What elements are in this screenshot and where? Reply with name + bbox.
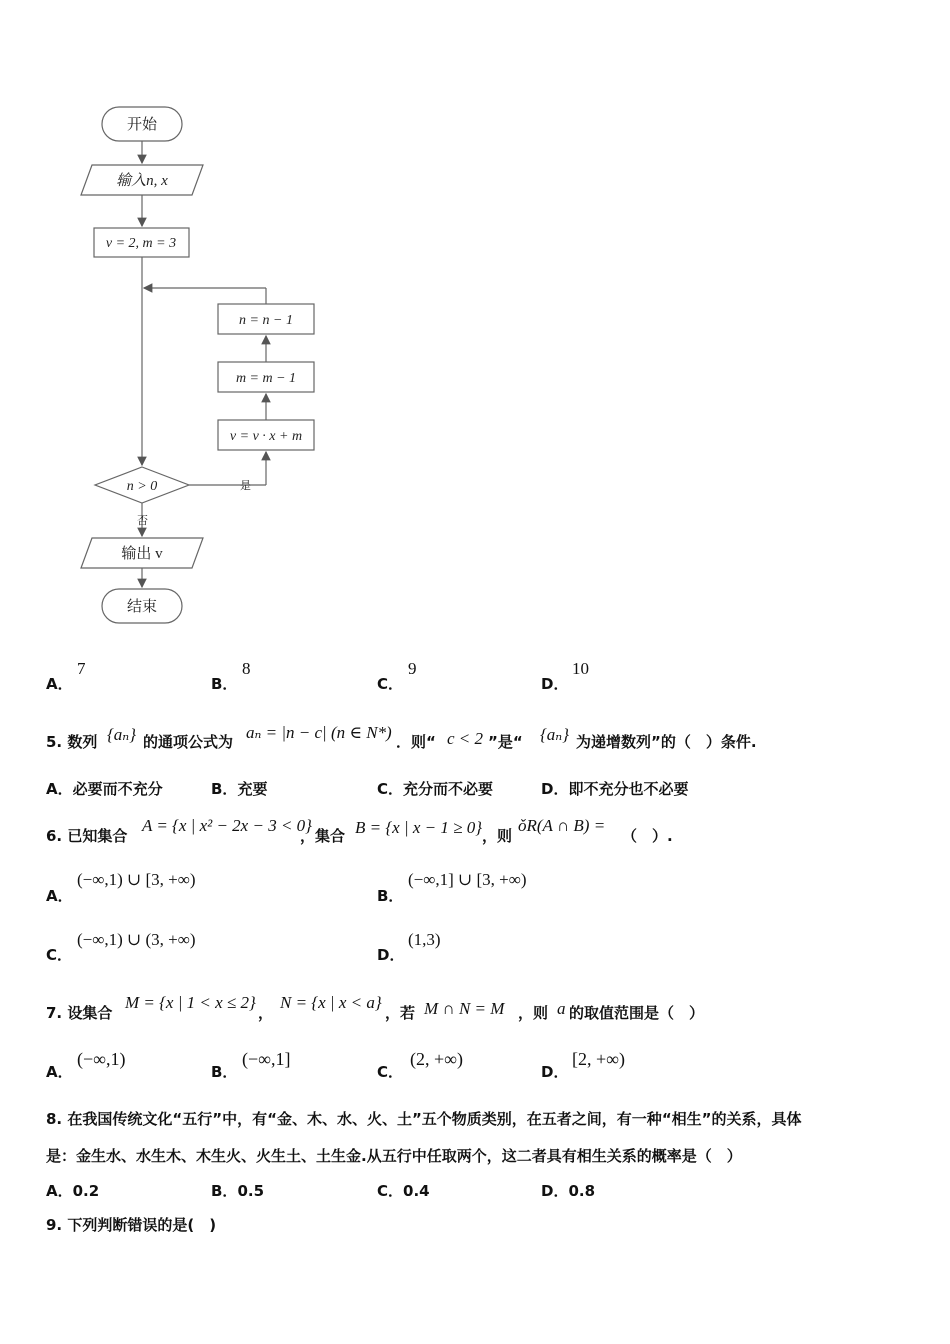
q6-set-a: A = {x | x² − 2x − 3 < 0} <box>142 816 312 835</box>
q4-option-d-value: 10 <box>572 659 589 678</box>
flow-input-label: 输入n, x <box>116 173 168 189</box>
q7-option-d-value: [2, +∞) <box>572 1049 625 1069</box>
q5-condition: c < 2 <box>447 729 484 748</box>
q7-option-a-label: A． <box>46 1063 73 1081</box>
q8-line-2: 是：金生水、水生木、木生火、火生土、土生金.从五行中任取两个，这二者具有相生关系的概率是（ ） <box>46 1147 742 1165</box>
q4-option-a-value: 7 <box>77 659 86 678</box>
q6-option-a-label: A． <box>46 887 73 905</box>
q7-relation: M ∩ N = M <box>424 999 505 1018</box>
q5-option-b-label: B． <box>211 780 238 798</box>
flowchart <box>0 0 420 640</box>
q7-option-b-value: (−∞,1] <box>242 1049 291 1069</box>
q6-text-2: ，集合 <box>300 827 346 845</box>
flow-output-label: 输出 v <box>121 546 163 562</box>
q4-option-c-label: C． <box>377 675 404 693</box>
q7-text-3: ，则 <box>518 1004 549 1022</box>
q4-option-a-label: A． <box>46 675 73 693</box>
flow-init-label: v = 2, m = 3 <box>105 236 177 251</box>
q5-option-c-label: C． <box>377 780 404 798</box>
q8-option-a-value: 0.2 <box>72 1182 100 1200</box>
flow-yes-label: 是 <box>240 480 251 492</box>
flow-no-label: 否 <box>137 515 148 527</box>
q4-option-b-value: 8 <box>242 659 251 678</box>
q8-option-b-value: 0.5 <box>237 1182 265 1200</box>
q6-text-3: ，则 <box>482 827 513 845</box>
q5-option-b-value: 充要 <box>237 780 268 798</box>
q6-text-4: （ ）. <box>622 827 673 845</box>
q6-option-c-label: C． <box>46 946 73 964</box>
flow-update-v-label: v = v · x + m <box>229 429 303 444</box>
q7-number: 7. <box>46 1004 63 1022</box>
q6-option-b-label: B． <box>377 887 404 905</box>
q6-option-d-value: (1,3) <box>408 930 441 949</box>
q5-option-d-value: 即不充分也不必要 <box>568 780 689 798</box>
flow-start-label: 开始 <box>126 117 158 133</box>
q7-text-2: ，若 <box>385 1004 416 1022</box>
q5-text-4: ”是“ <box>488 733 523 751</box>
q5-text-3: ．则“ <box>396 733 436 751</box>
flow-update-m-label: m = m − 1 <box>235 371 297 386</box>
q5-seq: {aₙ} <box>107 725 136 744</box>
q6-option-b-value: (−∞,1] ∪ [3, +∞) <box>408 870 527 889</box>
q7-separator: ， <box>258 1004 274 1022</box>
q7-variable: a <box>557 999 566 1018</box>
q8-option-c-label: C． <box>377 1182 404 1200</box>
q6-expression: ǒR(A ∩ B) = <box>518 816 606 835</box>
q5-option-a-label: A． <box>46 780 73 798</box>
q5-text-2: 的通项公式为 <box>143 733 234 751</box>
q5-number: 5. <box>46 733 63 751</box>
flow-condition-label: n > 0 <box>126 479 158 494</box>
q5-option-d-label: D． <box>541 780 569 798</box>
q6-option-c-value: (−∞,1) ∪ (3, +∞) <box>77 930 196 949</box>
q7-option-c-value: (2, +∞) <box>410 1049 463 1069</box>
flow-end-label: 结束 <box>126 599 158 615</box>
q6-option-d-label: D． <box>377 946 405 964</box>
q8-option-d-value: 0.8 <box>568 1182 596 1200</box>
q5-seq-2: {aₙ} <box>540 725 569 744</box>
q9-number: 9. <box>46 1216 63 1234</box>
q4-option-d-label: D． <box>541 675 569 693</box>
q7-set-n: N = {x | x < a} <box>280 993 382 1012</box>
flow-update-n-label: n = n − 1 <box>239 313 293 328</box>
q7-option-b-label: B． <box>211 1063 238 1081</box>
q7-option-c-label: C． <box>377 1063 404 1081</box>
q8-option-d-label: D． <box>541 1182 569 1200</box>
q7-set-m: M = {x | 1 < x ≤ 2} <box>125 993 256 1012</box>
q8-line-1: 在我国传统文化“五行”中，有“金、木、水、火、土”五个物质类别，在五者之间，有一种“相生”的关系，具体 <box>67 1110 802 1128</box>
q6-number: 6. <box>46 827 63 845</box>
q7-text-4: 的取值范围是（ ） <box>569 1004 705 1022</box>
q9-text: 下列判断错误的是( ) <box>67 1216 217 1234</box>
q7-text-1: 设集合 <box>67 1004 113 1022</box>
q4-option-c-value: 9 <box>408 659 417 678</box>
q8-option-c-value: 0.4 <box>403 1182 430 1200</box>
q7-option-a-value: (−∞,1) <box>77 1049 126 1069</box>
q5-text-5: 为递增数列”的（ ）条件. <box>576 733 757 751</box>
q6-text-1: 已知集合 <box>67 827 128 845</box>
q8-option-b-label: B． <box>211 1182 238 1200</box>
q6-option-a-value: (−∞,1) ∪ [3, +∞) <box>77 870 196 889</box>
q5-formula: aₙ = |n − c| (n ∈ N*) <box>246 723 392 742</box>
q8-option-a-label: A． <box>46 1182 73 1200</box>
q6-set-b: B = {x | x − 1 ≥ 0} <box>355 818 483 837</box>
q5-option-a-value: 必要而不充分 <box>72 780 163 798</box>
q8-number: 8. <box>46 1110 63 1128</box>
q5-option-c-value: 充分而不必要 <box>403 780 494 798</box>
q5-text-1: 数列 <box>67 733 98 751</box>
q4-option-b-label: B． <box>211 675 238 693</box>
q7-option-d-label: D． <box>541 1063 569 1081</box>
